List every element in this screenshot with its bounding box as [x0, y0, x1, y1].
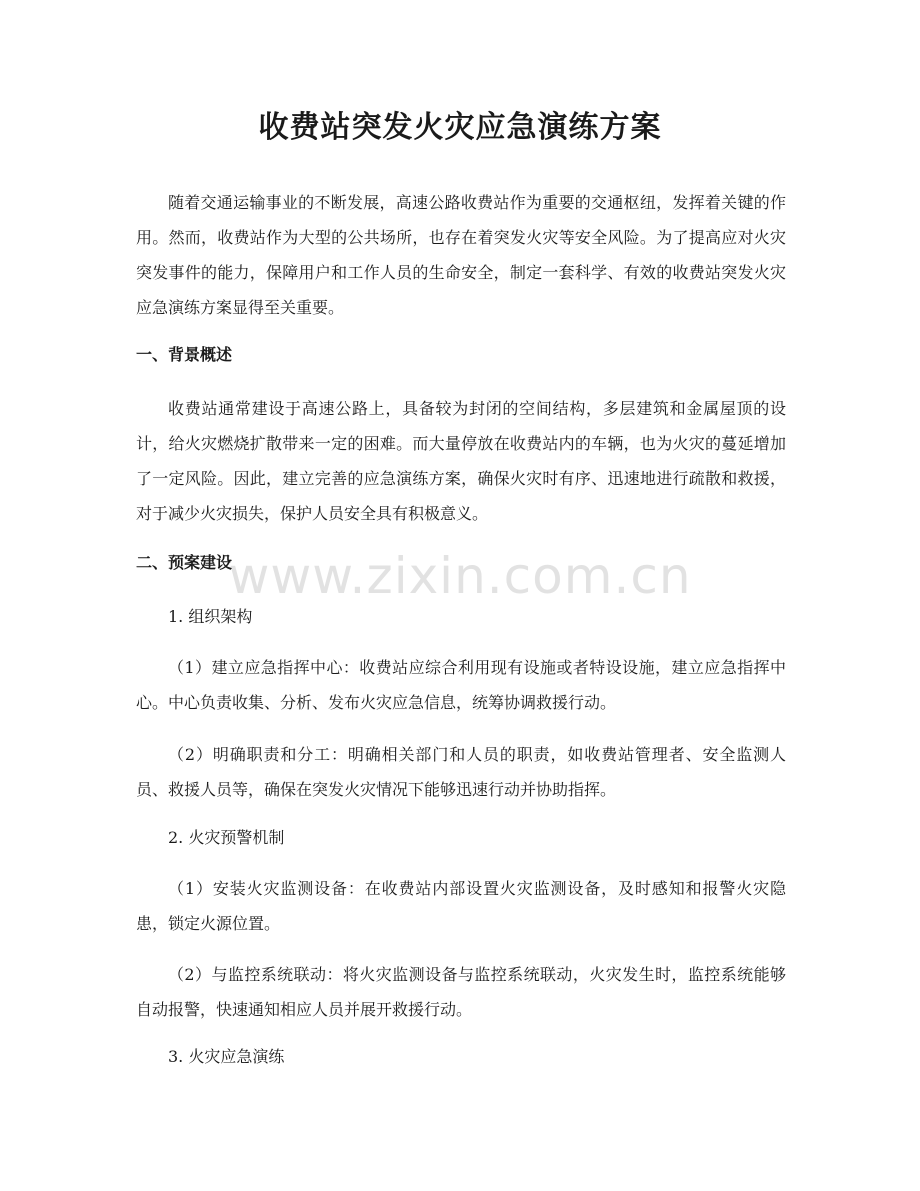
watermark-text: www.zixin.com.cn [228, 547, 692, 605]
subheading-fire-warning: 2. 火灾预警机制 [168, 828, 285, 847]
section-heading-background: 一、背景概述 [136, 345, 233, 364]
subheading-organization: 1. 组织架构 [168, 607, 253, 626]
organization-paragraph-1: （1）建立应急指挥中心：收费站应综合利用现有设施或者特设设施，建立应急指挥中心。中心负责收集、分析、发布火灾应急信息，统筹协调救援行动。 [136, 658, 786, 712]
document-title: 收费站突发火灾应急演练方案 [258, 110, 662, 145]
fire-warning-paragraph-2: （2）与监控系统联动：将火灾监测设备与监控系统联动，火灾发生时，监控系统能够自动报警，快速通知相应人员并展开救援行动。 [136, 965, 786, 1019]
fire-warning-paragraph-1: （1）安装火灾监测设备：在收费站内部设置火灾监测设备，及时感知和报警火灾隐患，锁定火源位置。 [136, 879, 786, 933]
background-paragraph: 收费站通常建设于高速公路上，具备较为封闭的空间结构，多层建筑和金属屋顶的设计，给火灾燃烧扩散带来一定的困难。而大量停放在收费站内的车辆，也为火灾的蔓延增加了一定风险。因此，建立完善的应急演练方案，确保火灾时有序、迅速地进行疏散和救援，对于减少火灾损失，保护人员安全具有积极意义。 [136, 399, 786, 523]
intro-paragraph: 随着交通运输事业的不断发展，高速公路收费站作为重要的交通枢纽，发挥着关键的作用。然而，收费站作为大型的公共场所，也存在着突发火灾等安全风险。为了提高应对火灾突发事件的能力，保障用户和工作人员的生命安全，制定一套科学、有效的收费站突发火灾应急演练方案显得至关重要。 [136, 193, 786, 317]
subheading-fire-drill: 3. 火灾应急演练 [168, 1047, 285, 1066]
section-heading-plan: 二、预案建设 [136, 553, 233, 572]
organization-paragraph-2: （2）明确职责和分工：明确相关部门和人员的职责，如收费站管理者、安全监测人员、救援人员等，确保在突发火灾情况下能够迅速行动并协助指挥。 [136, 745, 786, 799]
